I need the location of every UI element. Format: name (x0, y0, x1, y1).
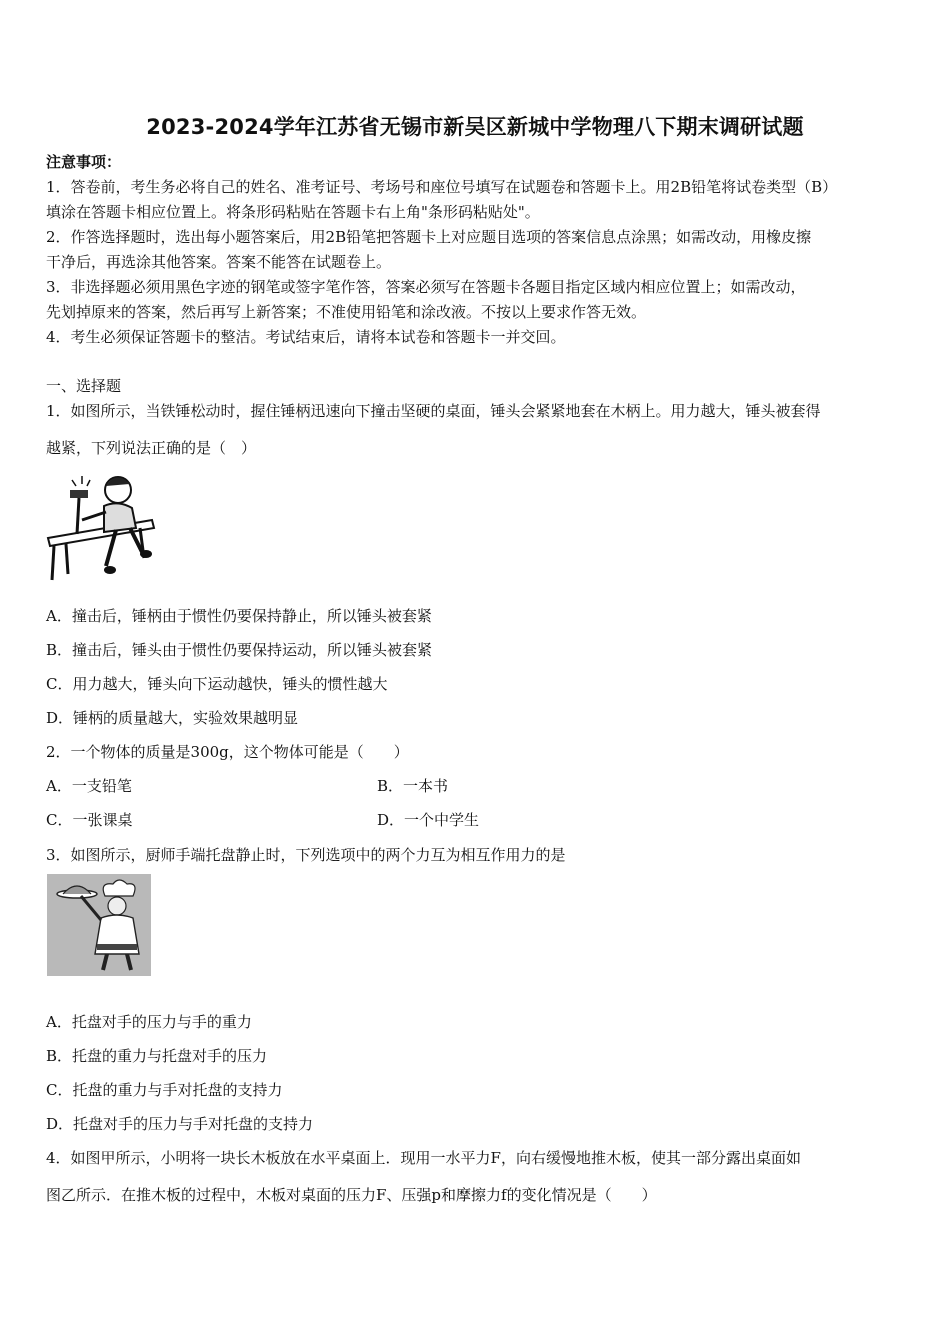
notice-line: 4．考生必须保证答题卡的整洁。考试结束后，请将本试卷和答题卡一并交回。 (46, 328, 566, 346)
q1-option-d: D．锤柄的质量越大，实验效果越明显 (46, 709, 299, 727)
q2-stem: 2．一个物体的质量是300g，这个物体可能是（ ） (46, 743, 409, 761)
q3-option-b: B．托盘的重力与托盘对手的压力 (46, 1047, 268, 1065)
page-title: 2023-2024学年江苏省无锡市新吴区新城中学物理八下期末调研试题 (146, 115, 804, 139)
q1-stem-cont: 越紧，下列说法正确的是（ ） (46, 439, 257, 457)
q1-option-a: A．撞击后，锤柄由于惯性仍要保持静止，所以锤头被套紧 (46, 607, 432, 625)
section-heading: 一、选择题 (46, 377, 122, 395)
chef-tray-illustration (47, 874, 151, 976)
q2-option-b: B．一本书 (377, 777, 449, 795)
notice-line: 先划掉原来的答案，然后再写上新答案；不准使用铅笔和涂改液。不按以上要求作答无效。 (46, 303, 647, 321)
q2-option-d: D．一个中学生 (377, 811, 480, 829)
q4-stem: 4．如图甲所示，小明将一块长木板放在水平桌面上．现用一水平力F，向右缓慢地推木板，使其一部分露出桌面如 (46, 1149, 801, 1167)
q2-option-a: A．一支铅笔 (46, 777, 132, 795)
q1-stem: 1．如图所示，当铁锤松动时，握住锤柄迅速向下撞击坚硬的桌面，锤头会紧紧地套在木柄上。用力越大，锤头被套得 (46, 402, 821, 420)
q1-option-b: B．撞击后，锤头由于惯性仍要保持运动，所以锤头被套紧 (46, 641, 433, 659)
q3-stem: 3．如图所示，厨师手端托盘静止时，下列选项中的两个力互为相互作用力的是 (46, 846, 566, 864)
q2-option-c: C．一张课桌 (46, 811, 133, 829)
notice-line: 干净后，再选涂其他答案。答案不能答在试题卷上。 (46, 253, 392, 271)
hammer-bench-illustration (44, 468, 158, 584)
notice-line: 2．作答选择题时，选出每小题答案后，用2B铅笔把答题卡上对应题目选项的答案信息点涂黑；如需改动，用橡皮擦 (46, 228, 812, 246)
notice-heading: 注意事项： (46, 153, 122, 171)
q4-stem-cont: 图乙所示．在推木板的过程中，木板对桌面的压力F、压强p和摩擦力f的变化情况是（ ） (46, 1186, 657, 1204)
q3-option-d: D．托盘对手的压力与手对托盘的支持力 (46, 1115, 314, 1133)
notice-line: 3．非选择题必须用黑色字迹的钢笔或签字笔作答，答案必须写在答题卡各题目指定区域内相应位置上；如需改动， (46, 278, 806, 296)
q3-option-a: A．托盘对手的压力与手的重力 (46, 1013, 252, 1031)
notice-line: 填涂在答题卡相应位置上。将条形码粘贴在答题卡右上角"条形码粘贴处"。 (46, 203, 540, 221)
q1-option-c: C．用力越大，锤头向下运动越快，锤头的惯性越大 (46, 675, 388, 693)
q3-option-c: C．托盘的重力与手对托盘的支持力 (46, 1081, 283, 1099)
notice-line: 1．答卷前，考生务必将自己的姓名、准考证号、考场号和座位号填写在试题卷和答题卡上。用2B铅笔将试卷类型（B） (46, 178, 838, 196)
